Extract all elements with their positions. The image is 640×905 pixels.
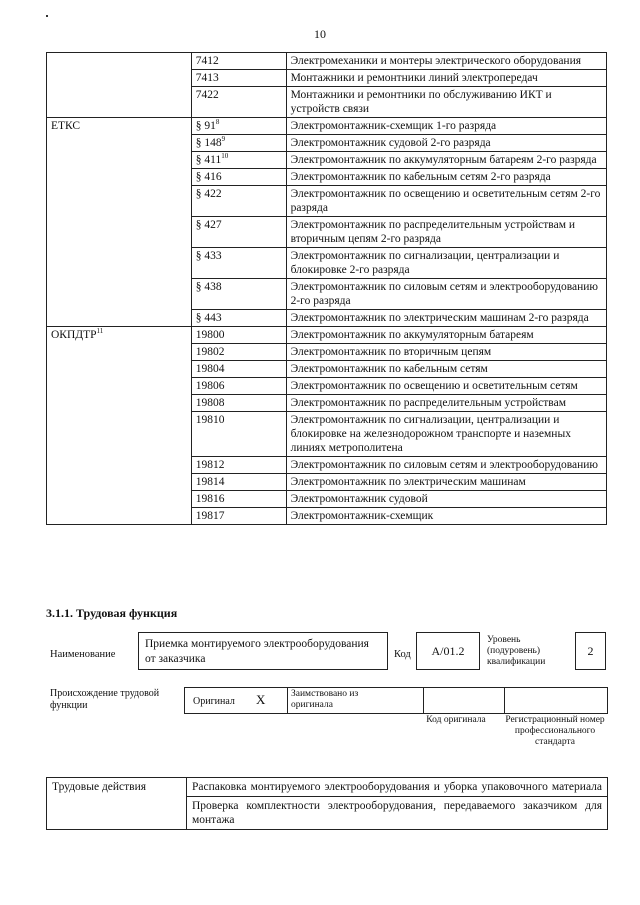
occupation-name-cell: Электромонтажник по освещению и осветительным сетям [286,378,606,395]
original-label: Оригинал [193,696,235,707]
code-value: 19816 [195,493,225,505]
occupation-name-cell: Электромонтажник по распределительным устройствам и вторичным цепям 2-го разряда [286,217,606,248]
code-value: 7422 [195,89,219,101]
table-row [47,474,607,491]
table-row [47,87,607,118]
code-value: 7412 [195,55,219,67]
table-row [47,491,607,508]
code-value: § 438 [195,281,222,293]
code-value: 19814 [195,476,225,488]
occupation-name-cell: Монтажники и ремонтники линий электропередач [286,70,606,87]
code-cell [191,279,286,310]
code-original-caption: Код оригинала [426,715,486,725]
occupation-name-cell: Электромонтажник по электрическим машинам [286,474,606,491]
code-cell [191,248,286,279]
code-cell [191,378,286,395]
code-value: § 411 [195,154,222,166]
code-cell [191,118,286,135]
section-title: 3.1.1. Трудовая функция [46,606,178,620]
function-name-box [138,632,388,670]
labor-action-item: Распаковка монтируемого электрооборудования и уборка упаковочного материала [187,778,608,797]
table-row [47,248,607,279]
table-row [47,344,607,361]
level-label: Уровень (подуровень) квалификации [487,635,546,667]
code-value: 19810 [195,414,225,426]
code-cell [191,169,286,186]
classifier-cell [47,491,192,508]
classifier-label: ЕТКС [51,120,81,132]
table-row [47,279,607,310]
classifier-cell [47,378,192,395]
occupation-name-cell: Электромонтажник по вторичным цепям [286,344,606,361]
labor-actions-label: Трудовые действия [47,778,187,830]
classifier-cell [47,53,192,70]
occupation-name-cell: Электромонтажник-схемщик [286,508,606,525]
code-value: 19806 [195,380,225,392]
code-cell [191,508,286,525]
classifier-cell [47,310,192,327]
classifier-cell [47,279,192,310]
classifier-cell [47,457,192,474]
occupation-name-cell: Электромонтажник по силовым сетям и электрооборудованию 2-го разряда [286,279,606,310]
occupation-name-cell: Электромонтажник судовой [286,491,606,508]
function-code-value: А/01.2 [431,644,465,658]
registration-number-caption: Регистрационный номер профессионального стандарта [505,715,605,747]
classifier-cell [47,412,192,457]
classifier-cell [47,118,192,135]
code-cell [191,457,286,474]
classifier-cell [47,361,192,378]
origin-label: Происхождение трудовой функции [50,688,160,711]
code-cell [191,87,286,118]
classifier-cell [47,87,192,118]
code-value: § 91 [195,120,216,132]
table-row [47,395,607,412]
occupation-name-cell: Электромонтажник по электрическим машинам 2-го разряда [286,310,606,327]
code-value: 19817 [195,510,225,522]
classifier-cell [47,344,192,361]
code-value: 19800 [195,329,225,341]
code-cell [191,395,286,412]
occupation-name-cell: Электромонтажник по аккумуляторным батареям 2-го разряда [286,152,606,169]
classifier-cell [47,248,192,279]
occupation-name-cell: Электромонтажник по сигнализации, централизации и блокировке на железнодорожном транспорте и наземных линиях метрополитена [286,412,606,457]
footnote-ref: 8 [215,118,220,127]
classifier-cell [47,508,192,525]
classifier-cell [47,152,192,169]
code-value: 19812 [195,459,225,471]
code-value: § 427 [195,219,222,231]
occupation-codes-table [46,52,607,525]
function-code-box [416,632,480,670]
occupation-name-cell: Электромонтажник судовой 2-го разряда [286,135,606,152]
name-label: Наименование [50,649,116,660]
table-row [47,508,607,525]
code-value: 19808 [195,397,225,409]
table-row [47,378,607,395]
occupation-name-cell: Электромонтажник по распределительным устройствам [286,395,606,412]
table-row [47,53,607,70]
code-cell [191,310,286,327]
code-cell [191,135,286,152]
occupation-name-cell: Электромонтажник по освещению и осветительным сетям 2-го разряда [286,186,606,217]
code-cell [191,344,286,361]
code-value: § 148 [195,137,222,149]
code-value: 7413 [195,72,219,84]
table-row [47,169,607,186]
footnote-ref: 11 [96,327,104,336]
occupation-name-cell: Электромеханики и монтеры электрического оборудования [286,53,606,70]
code-value: 19804 [195,363,225,375]
table-row [47,186,607,217]
occupation-name-cell: Электромонтажник по аккумуляторным батареям [286,327,606,344]
table-row [47,310,607,327]
code-cell [191,412,286,457]
level-value: 2 [587,644,594,658]
original-mark: X [256,692,266,707]
labor-actions-table [46,777,608,830]
code-value: § 422 [195,188,222,200]
labor-action-item: Проверка комплектности электрооборудования, передаваемого заказчиком для монтажа [187,797,608,830]
classifier-cell [47,169,192,186]
page-number: 10 [314,27,326,41]
code-cell [191,327,286,344]
classifier-cell [47,474,192,491]
code-cell [191,217,286,248]
code-cell [191,186,286,217]
table-row [47,217,607,248]
classifier-cell [47,186,192,217]
table-row [47,412,607,457]
occupation-name-cell: Монтажники и ремонтники по обслуживанию ИКТ и устройств связи [286,87,606,118]
code-value: 19802 [195,346,225,358]
scan-mark [46,15,48,17]
classifier-cell [47,327,192,344]
code-cell [191,361,286,378]
table-row [47,327,607,344]
table-row [47,135,607,152]
classifier-cell [47,135,192,152]
code-cell [191,70,286,87]
origin-row [184,687,608,714]
table-row [47,361,607,378]
table-row [47,457,607,474]
classifier-cell [47,395,192,412]
code-value: § 416 [195,171,222,183]
occupation-name-cell: Электромонтажник по кабельным сетям [286,361,606,378]
occupation-name-cell: Электромонтажник по кабельным сетям 2-го разряда [286,169,606,186]
code-value: § 443 [195,312,222,324]
footnote-ref: 9 [221,135,226,144]
classifier-cell [47,217,192,248]
classifier-label: ОКПДТР [51,329,97,341]
code-value: § 433 [195,250,222,262]
function-name-value: Приемка монтируемого электрооборудования от заказчика [145,638,369,665]
classifier-cell [47,70,192,87]
footnote-ref: 10 [221,152,229,161]
borrowed-label: Заимствовано из оригинала [291,689,359,710]
code-cell [191,152,286,169]
code-label: Код [394,649,411,660]
code-cell [191,474,286,491]
occupation-name-cell: Электромонтажник по силовым сетям и электрооборудованию [286,457,606,474]
table-row [47,118,607,135]
occupation-name-cell: Электромонтажник по сигнализации, централизации и блокировке 2-го разряда [286,248,606,279]
table-row [47,152,607,169]
code-cell [191,53,286,70]
code-cell [191,491,286,508]
level-box [575,632,606,670]
table-row [47,70,607,87]
occupation-name-cell: Электромонтажник-схемщик 1-го разряда [286,118,606,135]
